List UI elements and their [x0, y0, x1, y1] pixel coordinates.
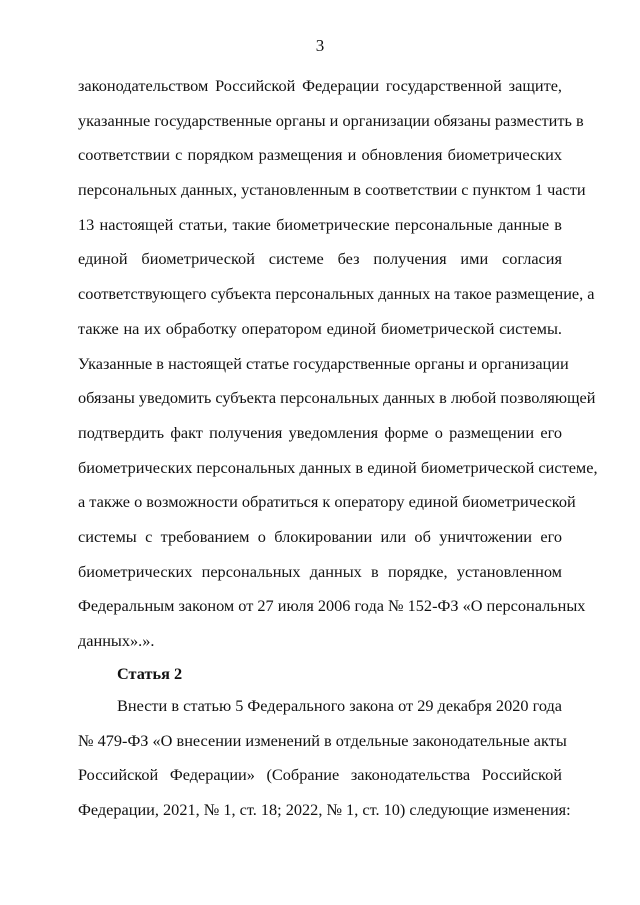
text-line: Федерации, 2021, № 1, ст. 18; 2022, № 1, ст. 10) следующие изменения: [78, 800, 571, 820]
text-line: подтвердить факт получения уведомления форме о размещении его [78, 422, 562, 442]
text-line: 13 настоящей статьи, такие биометрические персональные данные в [78, 214, 562, 234]
text-line: № 479-ФЗ «О внесении изменений в отдельные законодательные акты [78, 730, 567, 750]
article-2-paragraph [78, 689, 571, 828]
text-line: Российской Федерации» (Собрание законодательства Российской [78, 765, 562, 785]
text-line: Федеральным законом от 27 июля 2006 года № 152-ФЗ «О персональных [78, 596, 586, 616]
paragraph-continuation [78, 69, 598, 659]
page-number: 3 [315, 36, 325, 55]
text-line: биометрических персональных данных в порядке, установленном [78, 561, 562, 581]
text-line: также на их обработку оператором единой биометрической системы. [78, 318, 562, 338]
text-line: указанные государственные органы и организации обязаны разместить в [78, 110, 584, 130]
text-line: а также о возможности обратиться к оператору единой биометрической [78, 492, 576, 512]
text-line: биометрических персональных данных в единой биометрической системе, [78, 457, 598, 477]
text-line: персональных данных, установленным в соответствии с пунктом 1 части [78, 180, 586, 200]
text-line: обязаны уведомить субъекта персональных данных в любой позволяющей [78, 388, 596, 408]
article-heading: Статья 2 [117, 664, 183, 683]
text-line: соответствующего субъекта персональных данных на такое размещение, а [78, 284, 595, 304]
text-line: законодательством Российской Федерации государственной защите, [78, 76, 562, 95]
text-line: Указанные в настоящей статье государственные органы и организации [78, 353, 569, 373]
text-line: единой биометрической системе без получения ими согласия [78, 249, 562, 269]
text-line: соответствии с порядком размещения и обновления биометрических [78, 145, 562, 165]
text-line: системы с требованием о блокировании или об уничтожении его [78, 526, 562, 546]
text-line: данных».». [78, 631, 155, 650]
text-line: Внести в статью 5 Федерального закона от 29 декабря 2020 года [117, 696, 563, 715]
